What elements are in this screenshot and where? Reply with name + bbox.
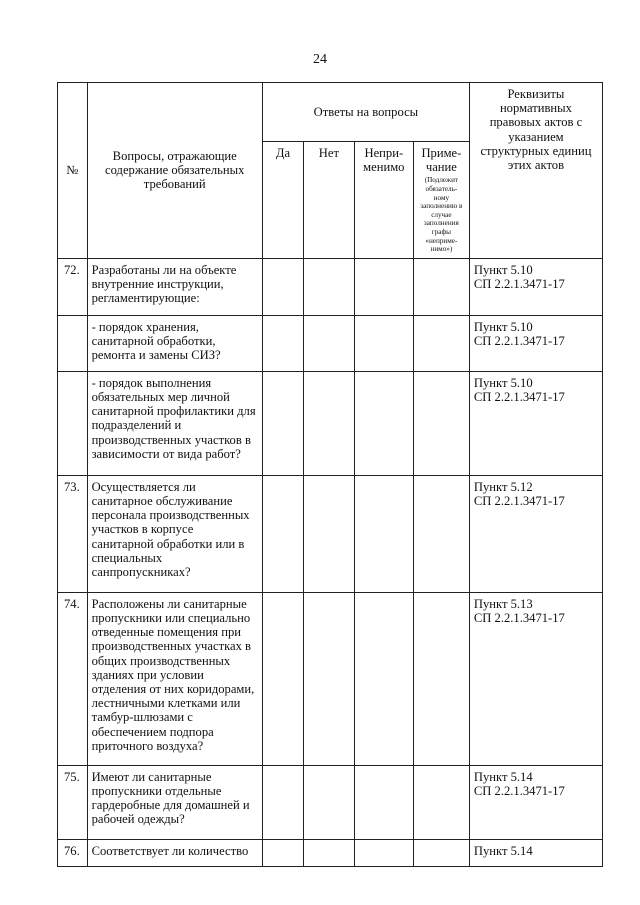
answer-yes-cell[interactable] [262, 258, 303, 315]
row-num: 75. [58, 765, 88, 839]
header-reference: Реквизиты нормативных правовых актов с указанием структурных единиц этих актов [469, 83, 602, 259]
ref-act: СП 2.2.1.3471-17 [473, 389, 565, 404]
answer-note-cell[interactable] [413, 258, 469, 315]
answer-note-cell[interactable] [413, 592, 469, 765]
ref-clause: Пункт 5.13 [473, 596, 533, 611]
header-no: Нет [304, 142, 355, 259]
answer-yes-cell[interactable] [262, 592, 303, 765]
row-reference [469, 475, 602, 592]
table-row [58, 371, 603, 475]
answer-na-cell[interactable] [354, 371, 413, 475]
answer-yes-cell[interactable] [262, 765, 303, 839]
table-row [58, 475, 603, 592]
checklist-table [57, 82, 603, 867]
header-yes: Да [262, 142, 303, 259]
answer-no-cell[interactable] [304, 315, 355, 371]
table-row [58, 258, 603, 315]
row-reference [469, 839, 602, 866]
row-question: Расположены ли санитарные пропускники или специально отведенные помещения при производственных участках в общих производственных зданиях при условии отделения от них коридорами, лестничными клетками или тамбур-шлюзами с обеспечением подпора приточного воздуха? [87, 592, 262, 765]
answer-note-cell[interactable] [413, 475, 469, 592]
answer-note-cell[interactable] [413, 765, 469, 839]
answer-no-cell[interactable] [304, 258, 355, 315]
row-question: Имеют ли санитарные пропускники отдельные гардеробные для домашней и рабочей одежды? [87, 765, 262, 839]
answer-na-cell[interactable] [354, 258, 413, 315]
page-number: 24 [313, 52, 327, 67]
ref-clause: Пункт 5.10 [473, 375, 533, 390]
row-question: - порядок хранения, санитарной обработки, ремонта и замены СИЗ? [87, 315, 262, 371]
answer-no-cell[interactable] [304, 839, 355, 866]
table-row [58, 315, 603, 371]
header-answers: Ответы на вопросы [262, 83, 469, 142]
ref-clause: Пункт 5.10 [473, 262, 533, 277]
header-note-label: Приме-чание [421, 146, 462, 175]
row-num: 74. [58, 592, 88, 765]
ref-act: СП 2.2.1.3471-17 [473, 783, 565, 798]
table-row [58, 765, 603, 839]
ref-clause: Пункт 5.14 [473, 769, 533, 784]
ref-act: СП 2.2.1.3471-17 [473, 333, 565, 348]
answer-yes-cell[interactable] [262, 315, 303, 371]
row-num [58, 371, 88, 475]
row-reference [469, 258, 602, 315]
answer-no-cell[interactable] [304, 475, 355, 592]
answer-note-cell[interactable] [413, 371, 469, 475]
answer-na-cell[interactable] [354, 839, 413, 866]
ref-clause: Пункт 5.12 [473, 479, 533, 494]
header-note-small: (Подлежит обязатель-ному заполнению в случае заполнения графы «неприме-нимо») [420, 176, 463, 254]
answer-na-cell[interactable] [354, 592, 413, 765]
ref-act: СП 2.2.1.3471-17 [473, 493, 565, 508]
row-question: Осуществляется ли санитарное обслуживание персонала производственных участков в корпусе санитарной обработки или в специальных санпропускниках? [87, 475, 262, 592]
row-num [58, 315, 88, 371]
row-num: 72. [58, 258, 88, 315]
answer-na-cell[interactable] [354, 475, 413, 592]
answer-yes-cell[interactable] [262, 475, 303, 592]
header-note [413, 142, 469, 259]
answer-no-cell[interactable] [304, 765, 355, 839]
header-num: № [58, 83, 88, 259]
row-num: 76. [58, 839, 88, 866]
ref-act: СП 2.2.1.3471-17 [473, 276, 565, 291]
row-reference [469, 315, 602, 371]
answer-no-cell[interactable] [304, 371, 355, 475]
table-row [58, 839, 603, 866]
header-na: Непри-менимо [354, 142, 413, 259]
row-num: 73. [58, 475, 88, 592]
row-reference [469, 765, 602, 839]
row-question: Разработаны ли на объекте внутренние инструкции, регламентирующие: [87, 258, 262, 315]
answer-no-cell[interactable] [304, 592, 355, 765]
row-question: Соответствует ли количество [87, 839, 262, 866]
ref-act: СП 2.2.1.3471-17 [473, 610, 565, 625]
answer-yes-cell[interactable] [262, 371, 303, 475]
row-question: - порядок выполнения обязательных мер личной санитарной профилактики для подразделений и производственных участков в зависимости от вида работ? [87, 371, 262, 475]
answer-na-cell[interactable] [354, 315, 413, 371]
table-row [58, 592, 603, 765]
row-reference [469, 371, 602, 475]
answer-na-cell[interactable] [354, 765, 413, 839]
answer-note-cell[interactable] [413, 839, 469, 866]
ref-clause: Пункт 5.14 [473, 843, 533, 858]
answer-note-cell[interactable] [413, 315, 469, 371]
ref-clause: Пункт 5.10 [473, 319, 533, 334]
row-reference [469, 592, 602, 765]
answer-yes-cell[interactable] [262, 839, 303, 866]
header-question: Вопросы, отражающие содержание обязательных требований [87, 83, 262, 259]
